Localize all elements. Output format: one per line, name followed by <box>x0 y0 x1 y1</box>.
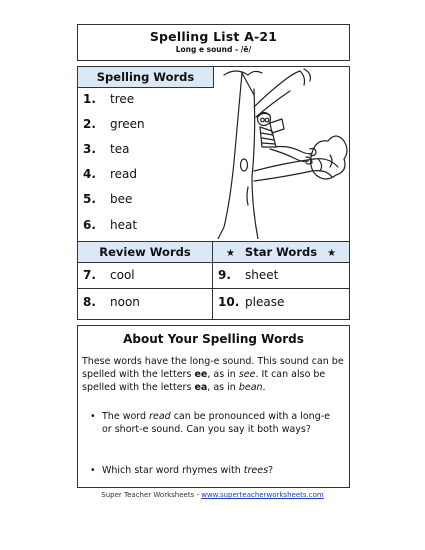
spelling-word-row <box>78 112 213 137</box>
review-word-row <box>78 262 212 288</box>
bullet-text-part: can be pronounced with a long-e or short-e sound. Can you say it both ways? <box>102 411 330 435</box>
star-word: sheet <box>245 268 279 282</box>
spelling-word: heat <box>110 218 138 232</box>
word-number: 3. <box>83 142 96 156</box>
spelling-word: green <box>110 117 145 131</box>
bullet-text <box>102 410 340 436</box>
about-title: About Your Spelling Words <box>123 332 304 346</box>
star-word-row <box>213 262 349 288</box>
about-ea: ea <box>194 382 208 393</box>
word-number: 8. <box>83 295 96 309</box>
about-box <box>77 325 350 488</box>
spelling-word-row <box>78 162 213 187</box>
footer-link[interactable]: www.superteacherworksheets.com <box>201 491 324 499</box>
spelling-word-row <box>78 137 213 162</box>
about-ee: ee <box>194 369 208 380</box>
about-bean: bean <box>238 382 263 393</box>
spelling-word-row <box>78 213 213 238</box>
spelling-word: tree <box>110 92 135 106</box>
title-box <box>77 24 350 61</box>
page-title: Spelling List A-21 <box>149 29 278 44</box>
review-word: noon <box>110 295 140 309</box>
word-number: 1. <box>83 92 96 106</box>
bullet-icon: • <box>90 465 96 476</box>
bullet-item <box>90 464 340 477</box>
review-word: cool <box>110 268 135 282</box>
word-number: 10. <box>218 295 240 309</box>
spelling-word: bee <box>110 192 133 206</box>
word-number: 7. <box>83 268 96 282</box>
bullet-text-part: ? <box>268 465 274 476</box>
star-icon: ★ <box>225 248 235 259</box>
bullet-text-italic: trees <box>243 465 269 476</box>
spelling-words-header: Spelling Words <box>78 67 214 88</box>
about-text: . It can also be spelled with the letters <box>82 369 326 393</box>
footer <box>0 491 425 499</box>
word-number: 4. <box>83 167 96 181</box>
star-word-row <box>213 289 349 315</box>
spelling-word-row <box>78 87 213 112</box>
footer-text: Super Teacher Worksheets - <box>101 491 202 499</box>
about-text: These words have the long-e sound. This sound can be spelled with the letters <box>82 356 344 380</box>
spelling-word: read <box>110 167 138 181</box>
spelling-word: tea <box>110 142 130 156</box>
about-paragraph <box>82 355 345 394</box>
bullet-text-italic: read <box>149 411 171 422</box>
words-table <box>77 66 350 320</box>
star-words-label: Star Words <box>244 245 318 259</box>
review-words-header: Review Words <box>78 242 213 263</box>
bullet-icon: • <box>90 411 96 422</box>
bullet-text <box>102 464 340 477</box>
about-text: . <box>262 382 266 393</box>
spelling-word-row <box>78 187 213 212</box>
about-text: , as in <box>207 369 239 380</box>
star-word: please <box>245 295 285 309</box>
about-text: , as in <box>207 382 239 393</box>
review-and-star-section <box>78 241 349 320</box>
word-number: 5. <box>83 192 96 206</box>
word-number: 9. <box>218 268 231 282</box>
word-number: 6. <box>83 218 96 232</box>
bullet-text-part: Which star word rhymes with <box>102 465 244 476</box>
girl-reading-in-tree-illustration <box>214 67 349 239</box>
about-see: see <box>238 369 256 380</box>
star-words-header <box>213 242 349 263</box>
bullet-text-part: The word <box>102 411 150 422</box>
page-subtitle: Long e sound - /ē/ <box>175 45 252 54</box>
bullet-item <box>90 410 340 436</box>
star-icon: ★ <box>327 248 337 259</box>
word-number: 2. <box>83 117 96 131</box>
review-word-row <box>78 289 212 315</box>
